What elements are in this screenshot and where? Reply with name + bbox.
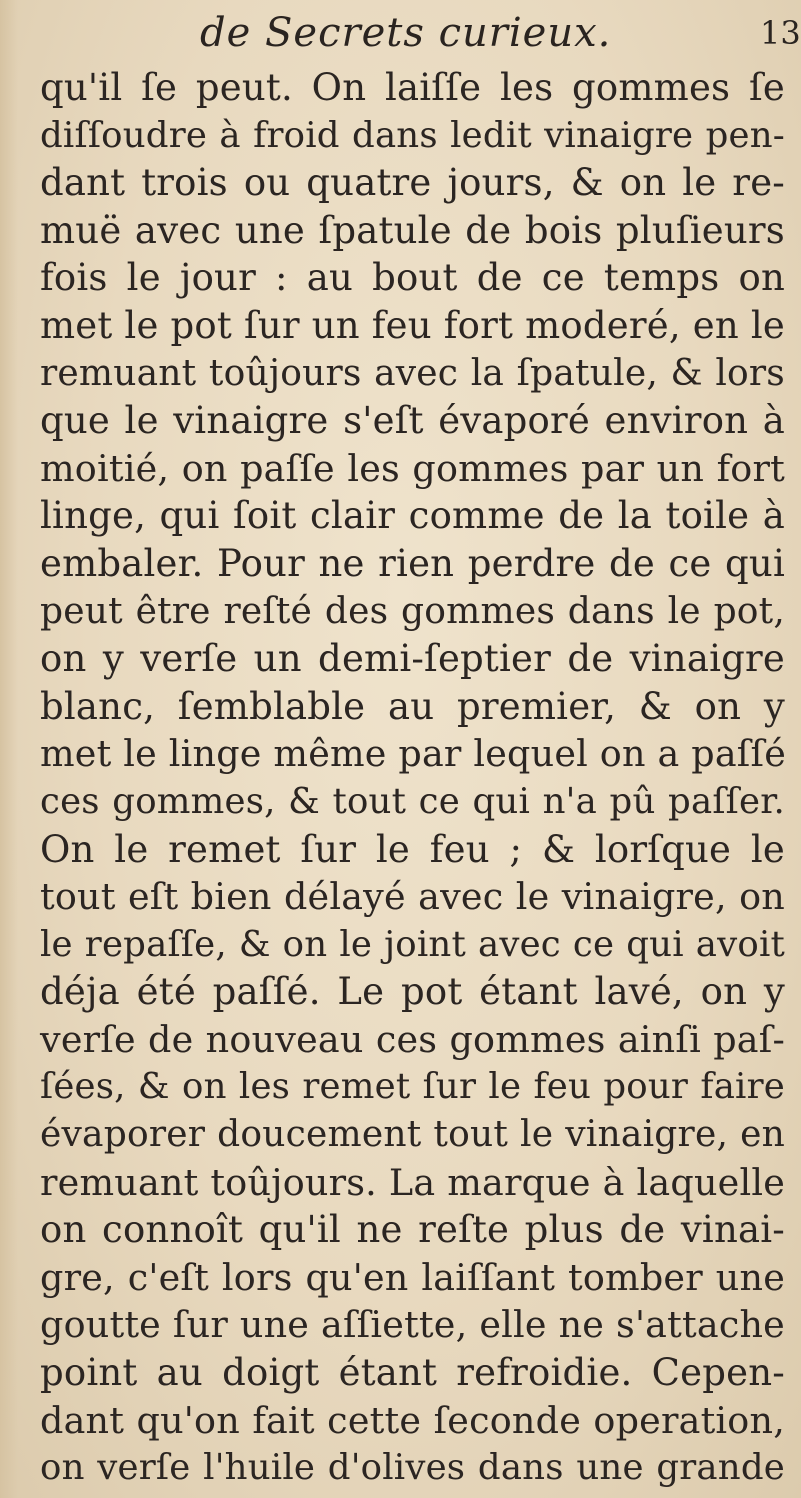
text-line: qu'il ſe peut. On laiſſe les gommes ſe [40,66,785,109]
text-line: embaler. Pour ne rien perdre de ce qui [40,541,785,585]
page-header [0,4,801,64]
text-line: diſſoudre à froid dans ledit vinaigre pen- [40,114,785,156]
text-line: met le linge même par lequel on a paſſé [40,732,786,776]
page-number: 13 [760,14,801,52]
text-line: goutte ſur une aſſiette, elle ne s'attache [40,1303,785,1347]
text-line: on y verſe un demi-ſeptier de vinaigre [40,637,785,681]
text-line: blanc, ſemblable au premier, & on y [40,684,785,728]
text-line: tout eſt bien délayé avec le vinaigre, on [40,875,785,919]
body-text [40,64,785,1492]
text-line: gre, c'eſt lors qu'en laiſſant tomber une [40,1255,785,1299]
text-line: point au doigt étant refroidie. Cepen- [40,1351,785,1395]
text-line: ſées, & on les remet ſur le feu pour faire [40,1066,785,1108]
text-line: déja été paſſé. Le pot étant lavé, on y [40,970,785,1014]
text-line: dant trois ou quatre jours, & on le re- [40,161,785,205]
text-line: on verſe l'huile d'olives dans une grande [40,1447,785,1489]
text-line: On le remet ſur le feu ; & lorſque le [40,827,785,871]
text-line: remuant toûjours. La marque à laquelle [40,1160,785,1204]
text-line: peut être reſté des gommes dans le pot, [40,590,785,632]
text-line: fois le jour : au bout de ce temps on [40,256,785,300]
text-line: on connoît qu'il ne reſte plus de vinai- [40,1208,785,1252]
text-line: remuant toûjours avec la ſpatule, & lors [40,352,785,394]
text-line: muë avec une ſpatule de bois pluſieurs [40,208,785,252]
text-line: linge, qui ſoit clair comme de la toile à [40,494,785,538]
text-line: moitié, on paſſe les gommes par un fort [40,446,785,490]
text-line: évaporer doucement tout le vinaigre, en [40,1114,785,1156]
text-line: verſe de nouveau ces gommes ainſi paſ- [40,1017,785,1061]
text-line: que le vinaigre s'eſt évaporé environ à [40,399,785,443]
text-line: met le pot ſur un feu fort moderé, en le [40,303,785,347]
text-line: dant qu'on fait cette ſeconde operation, [40,1398,785,1442]
text-line: ces gommes, & tout ce qui n'a pû paſſer. [40,780,785,822]
running-title: de Secrets curieux. [200,10,612,56]
text-line: le repaſſe, & on le joint avec ce qui avoit [40,923,785,965]
